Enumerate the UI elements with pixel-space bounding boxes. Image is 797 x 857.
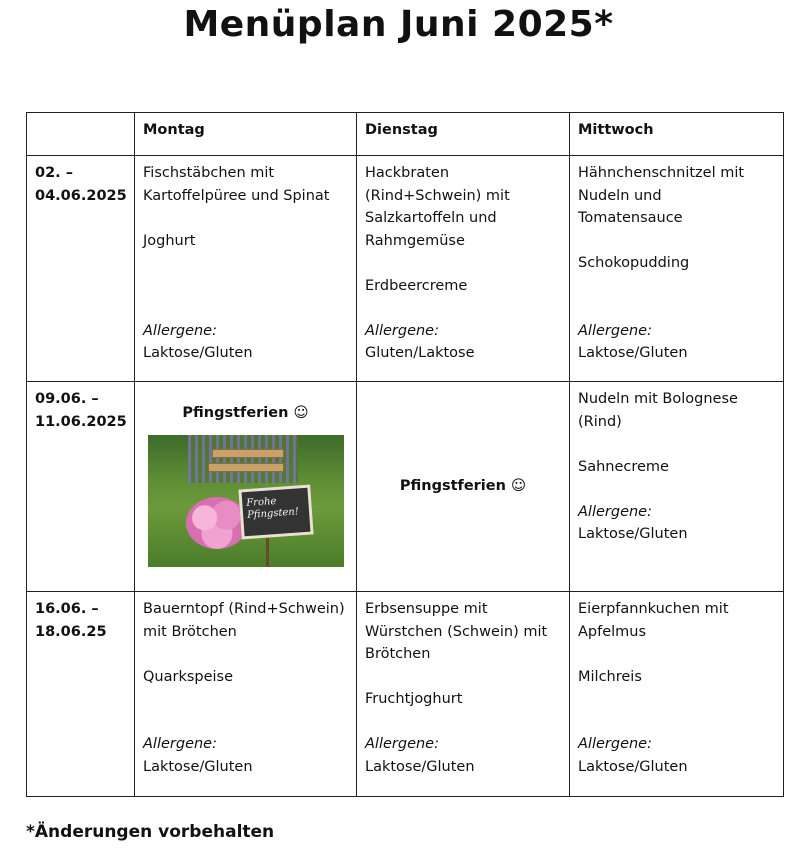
date-line-1: 16.06. – [35,601,99,617]
bench-plank [212,449,284,458]
allergen-label: Allergene: [365,322,439,339]
chalkboard-text: Pfingsten! [246,505,299,521]
dessert: Joghurt [143,232,196,249]
menu-cell-dienstag [357,156,570,382]
bench-plank [208,463,284,472]
allergens: Laktose/Gluten [578,758,688,775]
allergens: Laktose/Gluten [578,526,688,542]
week-date [27,592,135,797]
allergen-label: Allergene: [365,736,439,752]
week-row-1 [27,156,784,382]
header-montag: Montag [135,113,357,156]
dessert: Schokopudding [578,255,690,271]
menu-cell-mittwoch [570,382,784,592]
allergen-label: Allergene: [143,322,217,339]
menu-table [26,112,784,797]
dish-line: Fischstäbchen mit [143,165,275,181]
menu-cell-montag [135,382,357,592]
date-line-1: 09.06. – [35,391,99,407]
allergens: Gluten/Laktose [365,345,475,361]
holiday-label: Pfingstferien ☺ [399,478,527,495]
dish-line: (Rind) [578,413,622,430]
dish-line: Hackbraten [365,165,450,181]
dessert: Sahnecreme [578,458,669,475]
menu-cell-montag [135,592,357,797]
date-line-2: 18.06.25 [35,623,107,640]
dessert: Quarkspeise [143,668,234,685]
allergen-label: Allergene: [578,322,652,339]
footnote: *Änderungen vorbehalten [26,822,275,842]
lavender-image [188,435,298,483]
date-line-1: 02. – [35,165,73,181]
menu-cell-montag [135,156,357,382]
dish-line: Brötchen [365,646,431,662]
dessert: Milchreis [578,668,642,685]
header-empty-cell [27,113,135,156]
dish-line: Erbsensuppe mit [365,601,488,617]
holiday-label: Pfingstferien ☺ [182,405,309,421]
dish-line: Würstchen (Schwein) mit [365,623,548,640]
dish-line: mit Brötchen [143,623,237,640]
header-mittwoch: Mittwoch [570,113,784,156]
dessert: Erdbeercreme [365,277,468,294]
allergen-label: Allergene: [578,503,652,520]
date-line-2: 04.06.2025 [35,187,127,204]
dish-line: Hähnchenschnitzel mit [578,165,745,181]
dish-line: Kartoffelpüree und Spinat [143,187,330,204]
dish-line: Bauerntopf (Rind+Schwein) [143,601,345,617]
dish-line: Tomatensauce [578,210,683,226]
allergen-label: Allergene: [578,736,652,752]
week-row-2 [27,382,784,592]
pentecost-photo [148,435,344,567]
header-row [27,113,784,156]
header-dienstag: Dienstag [357,113,570,156]
week-date [27,382,135,592]
menu-cell-mittwoch [570,156,784,382]
dish-line: Nudeln und [578,187,662,204]
dish-line: Nudeln mit Bolognese [578,391,738,407]
dessert: Fruchtjoghurt [365,691,463,707]
week-row-3 [27,592,784,797]
allergens: Laktose/Gluten [365,758,475,775]
dish-line: Rahmgemüse [365,232,465,249]
week-date [27,156,135,382]
menu-cell-mittwoch [570,592,784,797]
page-title: Menüplan Juni 2025* [183,4,614,45]
allergen-label: Allergene: [143,736,217,752]
chalkboard-text: Frohe [245,495,277,509]
dish-line: (Rind+Schwein) mit [365,187,510,204]
date-line-2: 11.06.2025 [35,413,127,430]
dish-line: Eierpfannkuchen mit [578,601,729,617]
allergens: Laktose/Gluten [143,345,253,361]
allergens: Laktose/Gluten [578,345,688,361]
chalkboard-sign [238,484,313,539]
menu-cell-dienstag [357,382,570,592]
menu-cell-dienstag [357,592,570,797]
flowers-image [186,497,248,549]
allergens: Laktose/Gluten [143,758,253,775]
dish-line: Salzkartoffeln und [365,210,497,226]
dish-line: Apfelmus [578,623,647,640]
